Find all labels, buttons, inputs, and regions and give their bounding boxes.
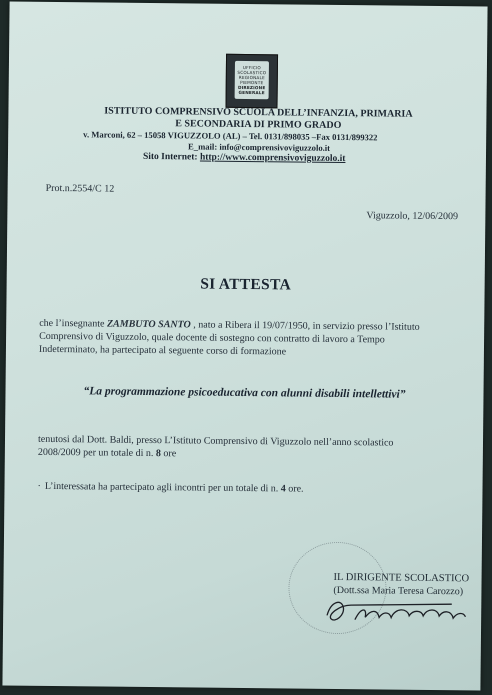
document-page bbox=[2, 2, 487, 691]
attendance-text: L’interessata ha partecipato agli incontri per un totale di n. bbox=[44, 480, 279, 495]
paragraph-intro: che l’insegnante bbox=[39, 317, 105, 330]
attended-hours: 4 bbox=[280, 483, 286, 495]
bullet-mark: · bbox=[37, 480, 41, 492]
logo-text-direction: DIREZIONE GENERALE bbox=[237, 84, 266, 96]
institute-address: v. Marconi, 62 – 15058 VIGUZZOLO (AL) – Tel. 0131/898035 –Fax 0131/899322 bbox=[83, 129, 378, 143]
institute-email: E_mail: info@comprensivoviguzzolo.it bbox=[188, 141, 331, 153]
course-details-paragraph bbox=[38, 433, 438, 463]
handwritten-signature bbox=[321, 593, 471, 629]
attendance-paragraph bbox=[37, 480, 437, 497]
total-hours: 8 bbox=[155, 448, 161, 460]
institute-name-line-2: E SECONDARIA DI PRIMO GRADO bbox=[175, 118, 342, 131]
logo-badge bbox=[235, 61, 269, 99]
course-title: “La programmazione psicoeducativa con alunni disabili intellettivi” bbox=[83, 385, 406, 401]
institute-name-line-1: ISTITUTO COMPRENSIVO SCUOLA DELL’INFANZIA, PRIMARIA bbox=[104, 105, 413, 120]
logo-text-office bbox=[235, 65, 269, 85]
protocol-number: Prot.n.2554/C 12 bbox=[45, 182, 115, 195]
hours-unit: ore bbox=[163, 448, 177, 460]
logo-line-1: UFFICIO SCOLASTICO REGIONALE bbox=[237, 64, 267, 81]
website-label: Sito Internet: bbox=[142, 151, 198, 163]
website-url: http://www.comprensivoviguzzolo.it bbox=[199, 152, 346, 165]
teacher-name: ZAMBUTO SANTO bbox=[106, 318, 191, 331]
signatory-name: (Dott.ssa Maria Teresa Carozzo) bbox=[333, 584, 464, 598]
logo-line-2: PIEMONTE bbox=[240, 79, 264, 86]
attestation-paragraph bbox=[39, 317, 439, 360]
regional-office-logo bbox=[225, 54, 278, 109]
place-and-date: Viguzzolo, 12/06/2009 bbox=[366, 210, 459, 223]
attended-hours-unit: ore. bbox=[288, 483, 304, 495]
paragraph-details: , nato a Ribera il 19/07/1950, in servizio presso l’Istituto Comprensivo di Viguzzolo, quale docente di sostegno con contratto di lavoro a Tempo Indeterminato, ha partecipato al seguente corso di formazione bbox=[38, 319, 420, 358]
signatory-title: IL DIRIGENTE SCOLASTICO bbox=[333, 571, 470, 585]
course-details-text: tenutosi dal Dott. Baldi, presso L’Istituto Comprensivo di Viguzzolo nell’anno scolastico 2008/2009 per un totale di n. bbox=[37, 433, 394, 460]
document-title: SI ATTESTA bbox=[200, 275, 292, 294]
institute-website bbox=[143, 152, 346, 164]
